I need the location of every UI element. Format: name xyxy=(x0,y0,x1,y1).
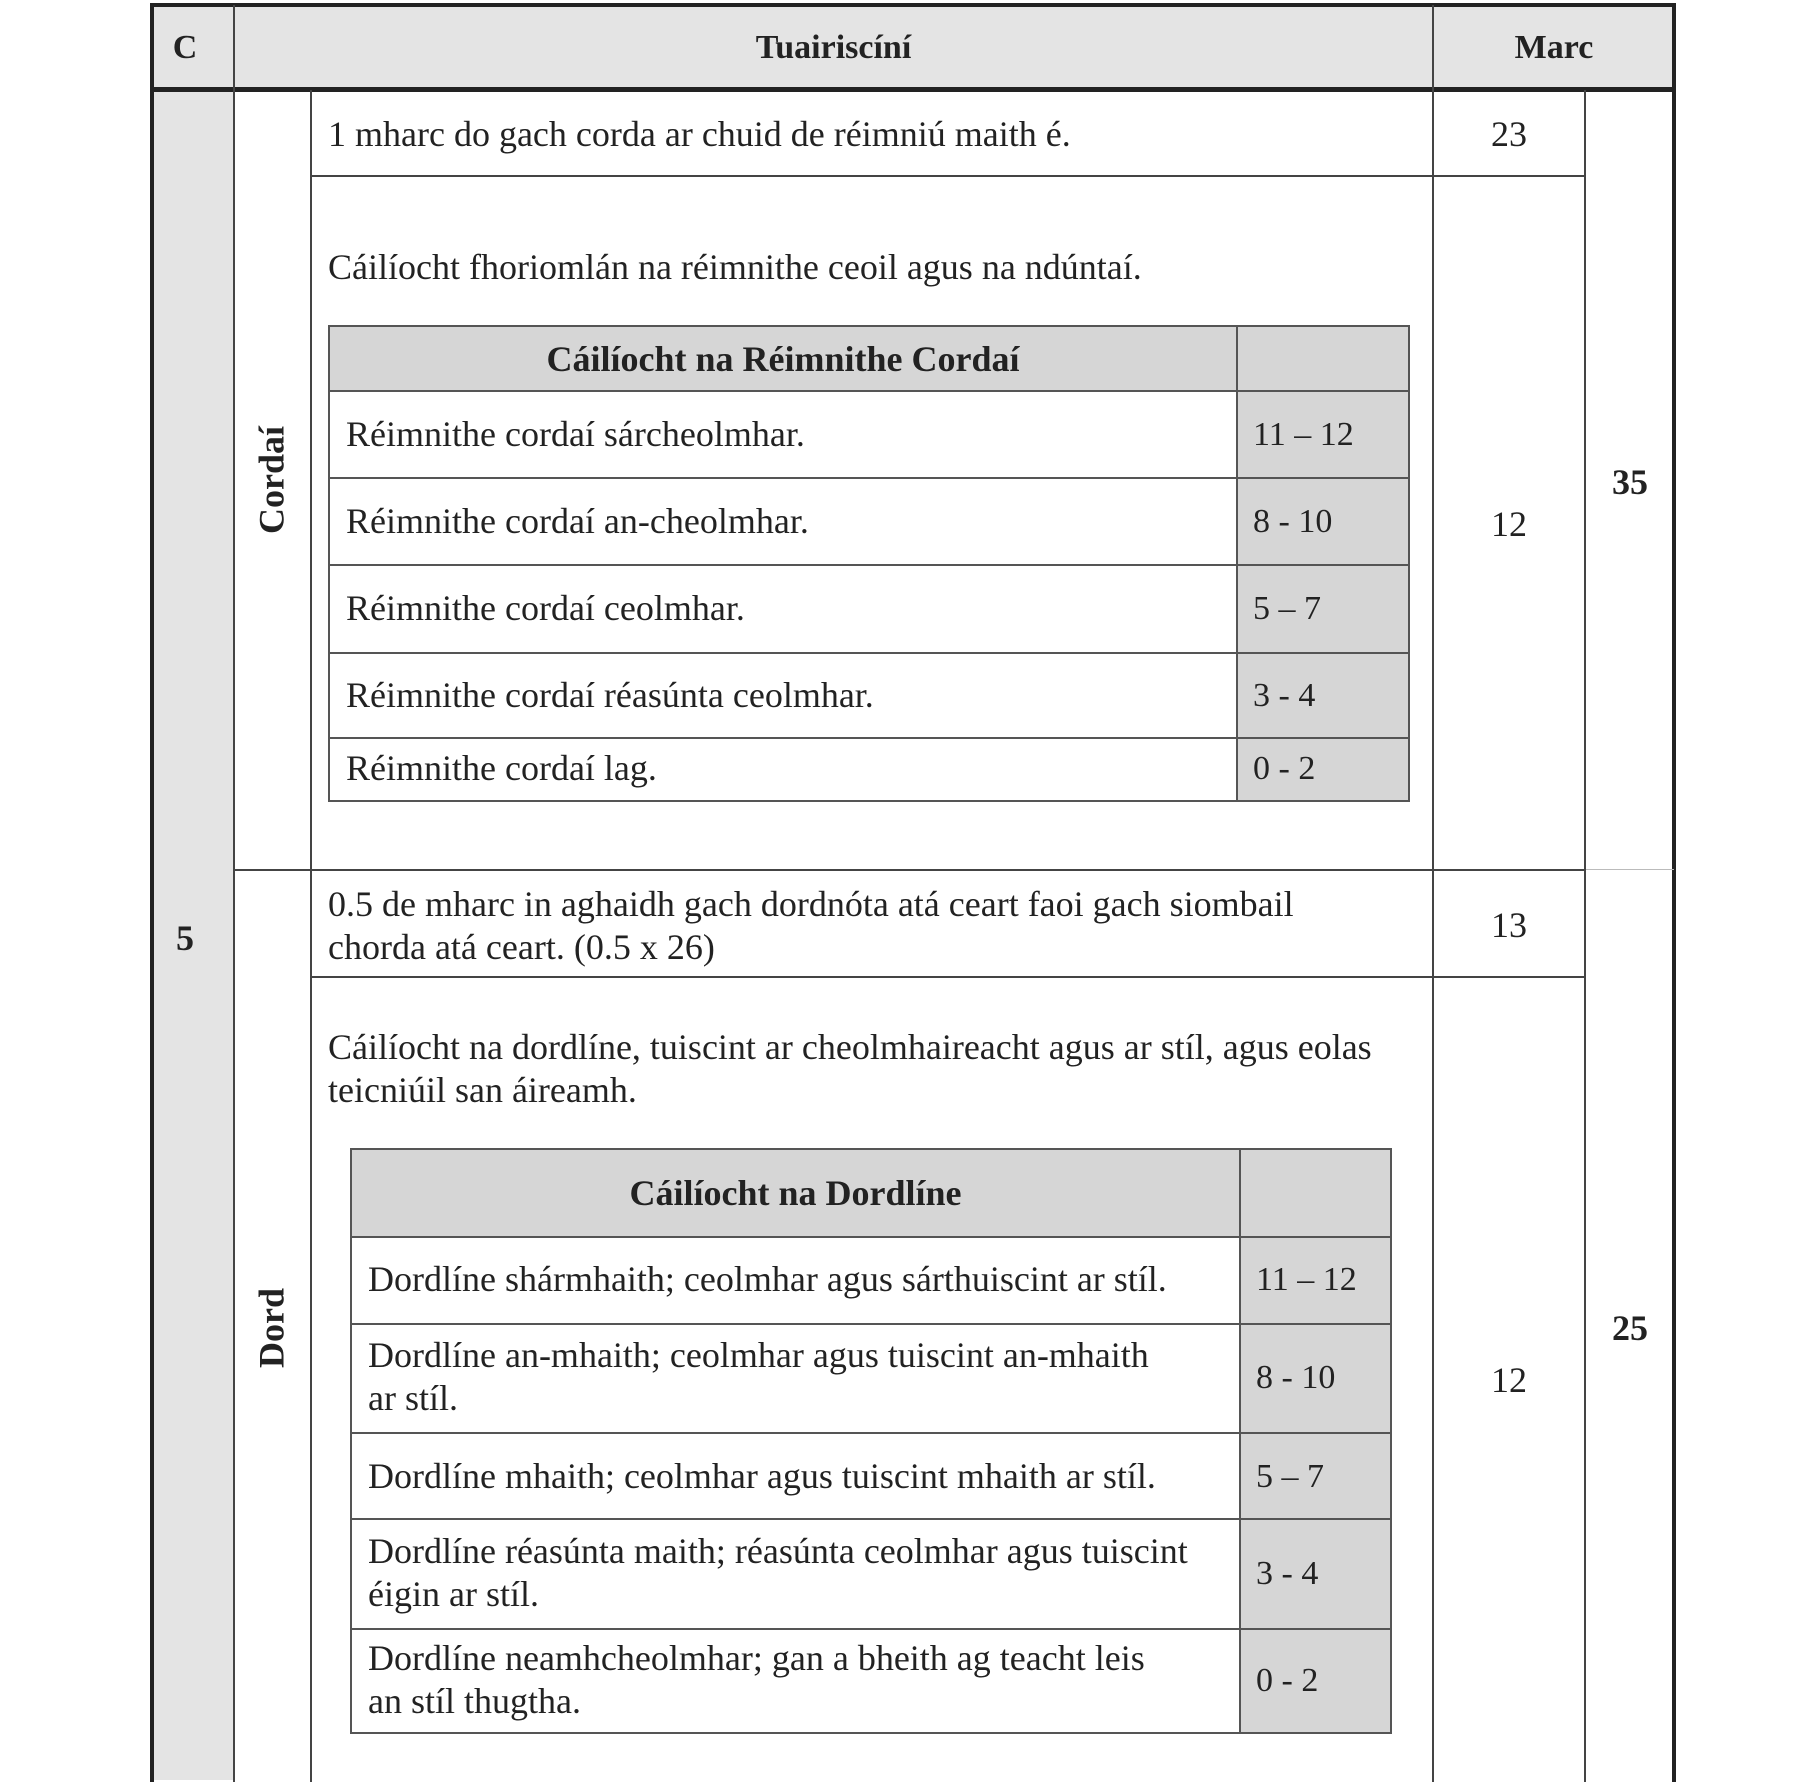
rubric-row-text: Réimnithe cordaí sárcheolmhar. xyxy=(346,414,805,454)
criterion-dord-1-line2: chorda atá ceart. (0.5 x 26) xyxy=(328,927,715,967)
rubric-row-range: 0 - 2 xyxy=(1256,1662,1319,1699)
criterion-dord-2-line1: Cáilíocht na dordlíne, tuiscint ar cheolmhaireacht agus ar stíl, agus eolas xyxy=(328,1027,1372,1067)
rubric-row-range: 3 - 4 xyxy=(1256,1555,1319,1592)
section-label-dord: Dord xyxy=(251,1288,292,1368)
header-rule xyxy=(152,87,1674,92)
rubric-row-text: Dordlíne neamhcheolmhar; gan a bheith ag teacht leis xyxy=(368,1638,1145,1678)
rubric-row-text: Réimnithe cordaí ceolmhar. xyxy=(346,588,745,628)
rubric-row-rule xyxy=(352,1236,1390,1238)
question-number: 5 xyxy=(176,918,194,958)
divider-cordai-1 xyxy=(311,175,1585,177)
marks-dord-2: 12 xyxy=(1491,1360,1527,1400)
rubric-row-text: Dordlíne réasúnta maith; réasúnta ceolmhar agus tuiscint xyxy=(368,1531,1188,1571)
rubric-row-text: Dordlíne mhaith; ceolmhar agus tuiscint mhaith ar stíl. xyxy=(368,1456,1156,1496)
rubric-row-rule xyxy=(352,1323,1390,1325)
vline-question xyxy=(233,5,235,1782)
rubric-row-rule xyxy=(330,390,1408,392)
rubric-title-dord: Cáilíocht na Dordlíne xyxy=(629,1173,962,1213)
total-dord: 25 xyxy=(1612,1308,1648,1348)
header-question: C xyxy=(172,29,198,66)
rubric-row-text: Réimnithe cordaí réasúnta ceolmhar. xyxy=(346,675,874,715)
rubric-table-cordai xyxy=(328,325,1410,802)
rubric-row-text: Réimnithe cordaí an-cheolmhar. xyxy=(346,501,809,541)
divider-totals-faint xyxy=(1586,869,1674,870)
vline-section xyxy=(310,90,312,1782)
header-marks: Marc xyxy=(1514,29,1594,66)
rubric-row-range: 5 – 7 xyxy=(1256,1458,1324,1495)
rubric-title-cordai: Cáilíocht na Réimnithe Cordaí xyxy=(546,339,1020,379)
rubric-row-rule xyxy=(330,652,1408,654)
divider-dord-1 xyxy=(311,976,1585,978)
rubric-row-text: éigin ar stíl. xyxy=(368,1574,539,1614)
rubric-row-rule xyxy=(330,564,1408,566)
rubric-row-text: an stíl thugtha. xyxy=(368,1681,581,1721)
rubric-row-range: 3 - 4 xyxy=(1253,677,1316,714)
rubric-row-rule xyxy=(352,1628,1390,1630)
marks-cordai-1: 23 xyxy=(1491,114,1527,154)
section-label-cordai: Cordaí xyxy=(251,426,292,534)
criterion-dord-2-line2: teicniúil san áireamh. xyxy=(328,1070,637,1110)
total-cordai: 35 xyxy=(1612,462,1648,502)
rubric-row-range: 5 – 7 xyxy=(1253,590,1321,627)
rubric-row-range: 11 – 12 xyxy=(1256,1261,1357,1298)
rubric-row-range: 8 - 10 xyxy=(1256,1359,1336,1396)
rubric-row-text: ar stíl. xyxy=(368,1378,458,1418)
rubric-row-range: 11 – 12 xyxy=(1253,416,1354,453)
header-descriptions: Tuairiscíní xyxy=(755,29,912,66)
rubric-row-rule xyxy=(352,1518,1390,1520)
vline-totals xyxy=(1584,90,1586,1782)
rubric-row-text: Réimnithe cordaí lag. xyxy=(346,748,657,788)
rubric-row-text: Dordlíne an-mhaith; ceolmhar agus tuiscint an-mhaith xyxy=(368,1335,1149,1375)
criterion-cordai-2: Cáilíocht fhoriomlán na réimnithe ceoil agus na ndúntaí. xyxy=(328,247,1142,287)
rubric-table-dord xyxy=(350,1148,1392,1734)
criterion-cordai-1: 1 mharc do gach corda ar chuid de réimniú maith é. xyxy=(328,114,1071,154)
rubric-row-text: Dordlíne shármhaith; ceolmhar agus sárthuiscint ar stíl. xyxy=(368,1259,1167,1299)
marks-dord-1: 13 xyxy=(1491,905,1527,945)
rubric-row-rule xyxy=(330,737,1408,739)
criterion-dord-1-line1: 0.5 de mharc in aghaidh gach dordnóta atá ceart faoi gach siombail xyxy=(328,884,1294,924)
rubric-row-range: 8 - 10 xyxy=(1253,503,1333,540)
rubric-row-rule xyxy=(352,1432,1390,1434)
marks-cordai-2: 12 xyxy=(1491,504,1527,544)
rubric-row-range: 0 - 2 xyxy=(1253,750,1316,787)
divider-sections xyxy=(234,869,1586,871)
rubric-row-rule xyxy=(330,477,1408,479)
vline-marks xyxy=(1432,5,1434,1782)
